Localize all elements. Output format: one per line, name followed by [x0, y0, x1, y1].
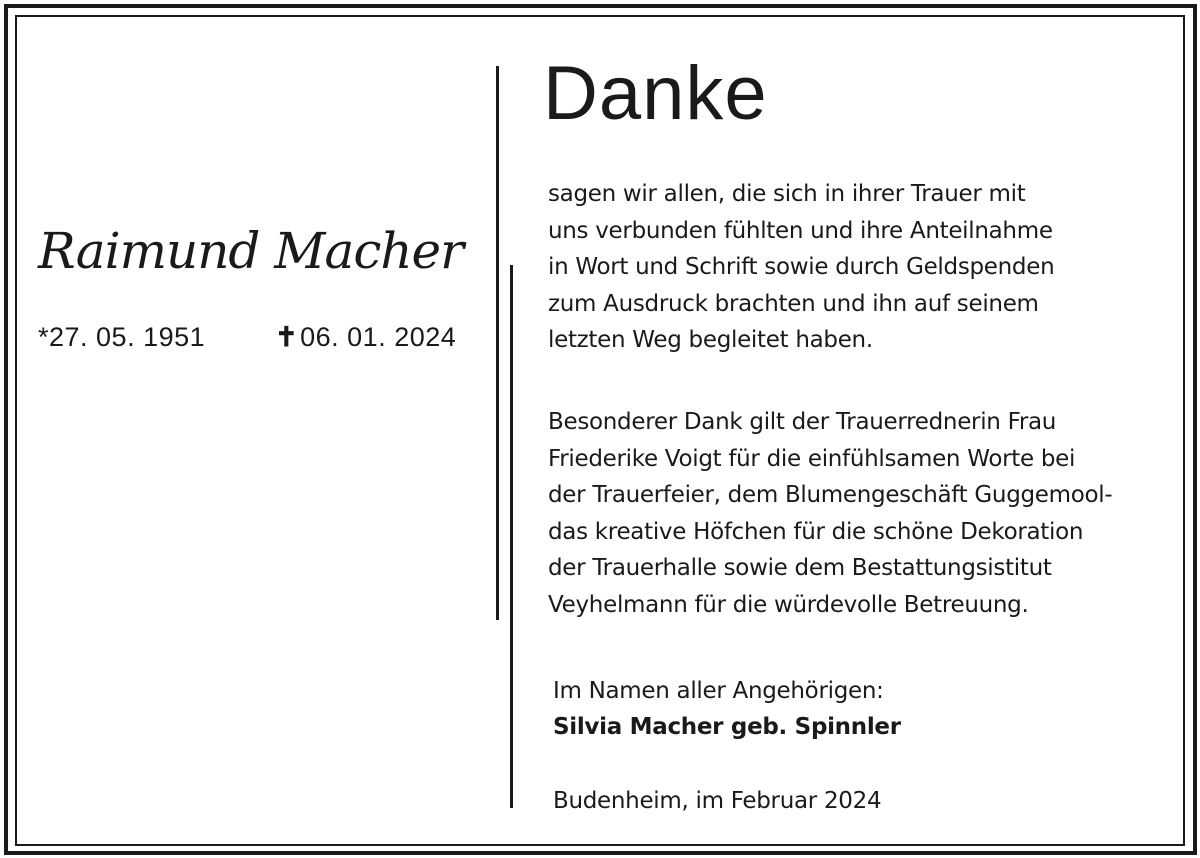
deceased-name: Raimund Macher: [38, 222, 464, 280]
place-date: Budenheim, im Februar 2024: [553, 788, 882, 814]
thanks-paragraph-2: [548, 404, 1112, 623]
cross-icon: ✝: [275, 322, 299, 352]
paragraph-line: Besonderer Dank gilt der Trauerrednerin Frau: [548, 409, 1057, 435]
paragraph-line: letzten Weg begleitet haben.: [548, 327, 873, 353]
paragraph-line: der Trauerhalle sowie dem Bestattungsistitut: [548, 555, 1052, 581]
death-date-group: [275, 322, 456, 353]
paragraph-line: zum Ausdruck brachten und ihn auf seinem: [548, 290, 1039, 317]
paragraph-line: sagen wir allen, die sich in ihrer Trauer mit: [548, 181, 1026, 207]
paragraph-line: uns verbunden fühlten und ihre Anteilnahme: [548, 217, 1053, 244]
heading-danke: Danke: [543, 51, 768, 136]
birth-date: *27. 05. 1951: [38, 322, 206, 352]
divider-line-right: [510, 265, 513, 808]
paragraph-line: Veyhelmann für die würdevolle Betreuung.: [548, 591, 1029, 618]
paragraph-line: in Wort und Schrift sowie durch Geldspenden: [548, 254, 1055, 280]
divider-line-left: [496, 66, 499, 620]
death-date: 06. 01. 2024: [300, 322, 457, 352]
paragraph-line: das kreative Höfchen für die schöne Dekoration: [548, 518, 1084, 545]
signoff-name: Silvia Macher geb. Spinnler: [553, 714, 901, 740]
signoff-label: Im Namen aller Angehörigen:: [553, 678, 884, 704]
paragraph-line: Friederike Voigt für die einfühlsamen Worte bei: [548, 445, 1076, 472]
thanks-paragraph-1: [548, 176, 1054, 359]
paragraph-line: der Trauerfeier, dem Blumengeschäft Guggemool-: [548, 482, 1113, 508]
